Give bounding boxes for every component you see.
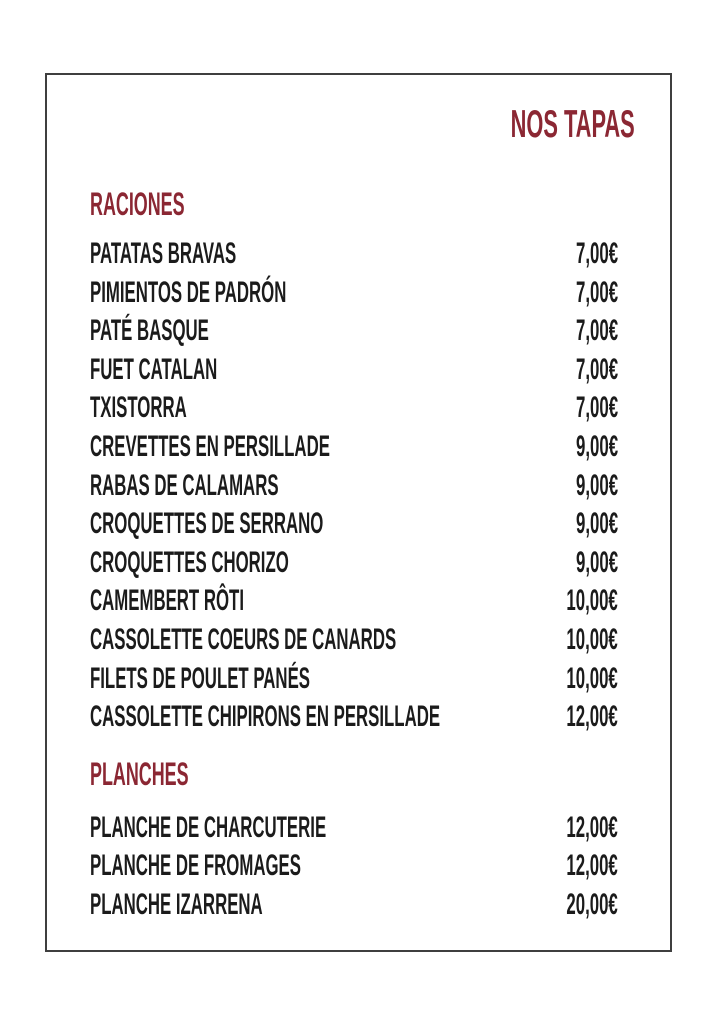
- section-title-text: RACIONES: [90, 186, 185, 222]
- menu-item-price: 9,00€: [575, 468, 618, 502]
- menu-item-row: [90, 505, 618, 544]
- menu-item-name: CREVETTES EN PERSILLADE: [90, 429, 330, 463]
- menu-title: [47, 75, 670, 144]
- menu-item-name: FUET CATALAN: [90, 352, 218, 386]
- menu-item-price: 10,00€: [566, 661, 618, 695]
- menu-item-row: [90, 660, 618, 699]
- menu-item-price: 7,00€: [575, 275, 618, 309]
- menu-item-row: [90, 274, 618, 313]
- section-title: [90, 755, 670, 792]
- menu-item-price: 20,00€: [566, 887, 618, 921]
- menu-item-name: FILETS DE POULET PANÉS: [90, 661, 310, 695]
- menu-item-name: PLANCHE DE FROMAGES: [90, 849, 301, 883]
- menu-item-name: RABAS DE CALAMARS: [90, 468, 279, 502]
- menu-item-row: [90, 621, 618, 660]
- section-title-text: PLANCHES: [90, 755, 189, 792]
- menu-item-name: TXISTORRA: [90, 391, 187, 425]
- menu-item-row: [90, 467, 618, 506]
- menu-section: [47, 755, 670, 925]
- menu-item-price: 7,00€: [575, 237, 618, 270]
- menu-item-row: [90, 809, 618, 848]
- menu-item-price: 10,00€: [566, 584, 618, 618]
- menu-item-row: [90, 312, 618, 351]
- menu-section: [47, 188, 670, 737]
- menu-item-name: CROQUETTES DE SERRANO: [90, 507, 324, 541]
- menu-item-price: 7,00€: [575, 391, 618, 425]
- menu-frame: [45, 73, 672, 952]
- menu-item-row: [90, 235, 618, 274]
- menu-item-price: 7,00€: [575, 314, 618, 348]
- menu-sections: [47, 188, 670, 925]
- menu-item-price: 12,00€: [566, 810, 618, 844]
- menu-item-row: [90, 847, 618, 886]
- menu-item-name: PLANCHE DE CHARCUTERIE: [90, 810, 327, 844]
- menu-item-row: [90, 428, 618, 467]
- menu-item-row: [90, 544, 618, 583]
- menu-item-name: CAMEMBERT RÔTI: [90, 584, 244, 618]
- menu-item-price: 10,00€: [566, 622, 618, 656]
- menu-item-price: 9,00€: [575, 507, 618, 541]
- menu-item-name: PATÉ BASQUE: [90, 314, 209, 348]
- menu-item-price: 9,00€: [575, 545, 618, 579]
- menu-item-name: PATATAS BRAVAS: [90, 237, 237, 270]
- menu-item-name: CROQUETTES CHORIZO: [90, 545, 289, 579]
- menu-item-price: 9,00€: [575, 429, 618, 463]
- menu-item-price: 7,00€: [575, 352, 618, 386]
- section-title: [90, 188, 670, 220]
- menu-item-row: [90, 351, 618, 390]
- menu-item-row: [90, 582, 618, 621]
- menu-item-row: [90, 698, 618, 737]
- menu-item-row: [90, 389, 618, 428]
- section-items: [47, 809, 670, 925]
- menu-item-name: PLANCHE IZARRENA: [90, 887, 263, 921]
- menu-item-row: [90, 886, 618, 925]
- menu-item-price: 12,00€: [566, 700, 618, 734]
- menu-title-text: NOS TAPAS: [510, 103, 635, 146]
- menu-item-name: CASSOLETTE COEURS DE CANARDS: [90, 622, 397, 656]
- menu-item-name: PIMIENTOS DE PADRÓN: [90, 275, 287, 309]
- menu-item-price: 12,00€: [566, 849, 618, 883]
- section-items: [47, 235, 670, 737]
- menu-item-name: CASSOLETTE CHIPIRONS EN PERSILLADE: [90, 700, 441, 734]
